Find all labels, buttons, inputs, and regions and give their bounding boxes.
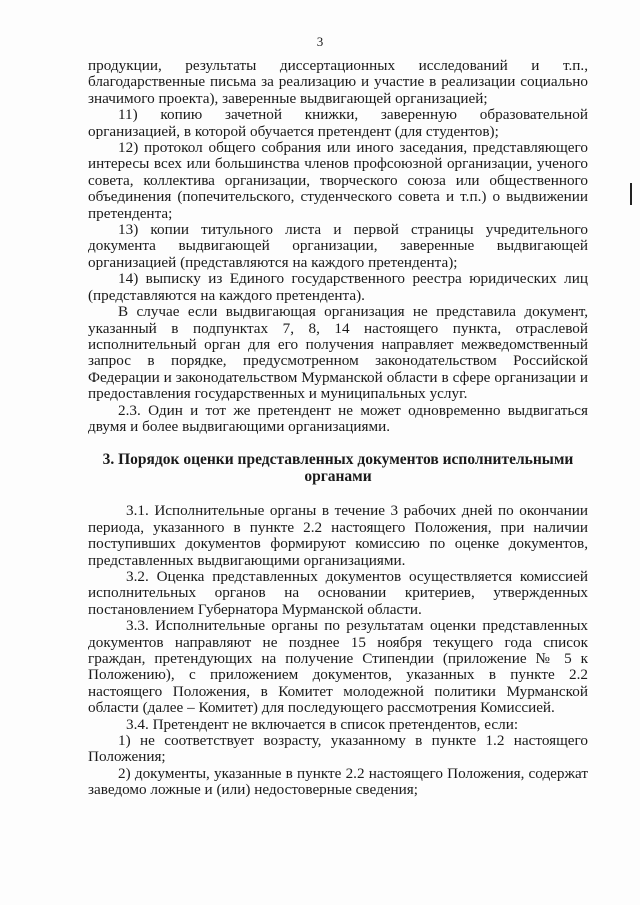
- document-body: [88, 58, 588, 799]
- paragraph: 3.2. Оценка представленных документов осуществляется комиссией исполнительных органов на основании критериев, утвержденных постановлением Губернатора Мурманской области.: [88, 567, 588, 618]
- page-number: 3: [316, 34, 324, 49]
- paragraph: 11) копию зачетной книжки, заверенную образовательной организацией, в которой обучается претендент (для студентов);: [88, 106, 588, 140]
- paragraph: продукции, результаты диссертационных исследований и т.п., благодарственные письма за реализацию и участие в реализации социально значимого проекта), заверенные выдвигающей организацией;: [88, 57, 588, 107]
- paragraph: 1) не соответствует возрасту, указанному в пункте 1.2 настоящего Положения;: [88, 732, 588, 766]
- paragraph: 13) копии титульного листа и первой страницы учредительного документа выдвигающей организации, заверенные выдвигающей организацией (представляются на каждого претендента);: [88, 221, 588, 271]
- paragraph: 3.3. Исполнительные органы по результатам оценки представленных документов направляют не позднее 15 ноября текущего года список граждан, претендующих на получение Стипендии (приложение № 5 к Положению), с приложением документов, указанных в пункте 2.2 настоящего Положения, в Комитет молодежной политики Мурманской области (далее – Комитет) для последующего рассмотрения Комиссией.: [88, 617, 588, 717]
- section-heading: 3. Порядок оценки представленных документов исполнительными органами: [102, 451, 574, 486]
- paragraph: 3.1. Исполнительные органы в течение 3 рабочих дней по окончании периода, указанного в пункте 2.2 настоящего Положения, при наличии поступивших документов формируют комиссию по оценке документов, представленных выдвигающими организациями.: [88, 502, 588, 569]
- paragraph: В случае если выдвигающая организация не представила документ, указанный в подпунктах 7, 8, 14 настоящего пункта, отраслевой исполнительный орган для его получения направляет межведомственный запрос в порядке, предусмотренном законодательством Российской Федерации и законодательством Мурманской области в сфере организации и предоставления государственных и муниципальных услуг.: [88, 303, 588, 403]
- paragraph: 14) выписку из Единого государственного реестра юридических лиц (представляются на каждого претендента).: [88, 270, 588, 304]
- paragraph: 2.3. Один и тот же претендент не может одновременно выдвигаться двумя и более выдвигающими организациями.: [88, 401, 588, 435]
- paragraph: 12) протокол общего собрания или иного заседания, представляющего интересы всех или большинства членов профсоюзной организации, ученого совета, коллектива организации, творческого союза или общественного объединения (попечительского, студенческого совета и т.п.) о выдвижении претендента;: [88, 139, 588, 222]
- scan-margin-mark: [630, 183, 632, 205]
- paragraph: 3.4. Претендент не включается в список претендентов, если:: [126, 715, 519, 733]
- paragraph: 2) документы, указанные в пункте 2.2 настоящего Положения, содержат заведомо ложные и (или) недостоверные сведения;: [88, 764, 588, 799]
